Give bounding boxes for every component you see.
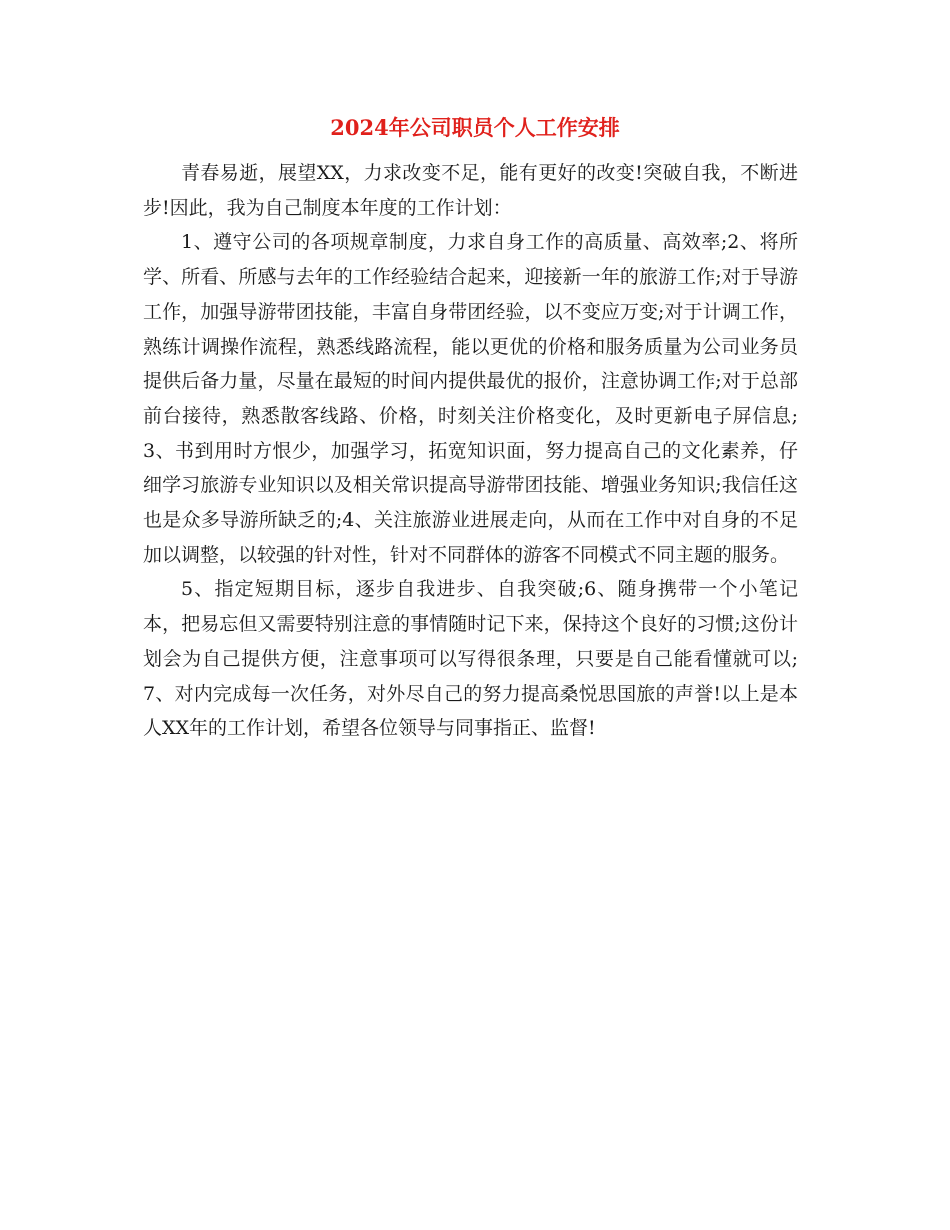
paragraph-plan-part-2: 5、指定短期目标，逐步自我进步、自我突破;6、随身携带一个小笔记本，把易忘但又需要特别注意的事情随时记下来，保持这个良好的习惯;这份计划会为自己提供方便，注意事项可以写得很条理，只要是自己能看懂就可以;7、对内完成每一次任务，对外尽自己的努力提高桑悦思国旅的声誉!以上是本人XX年的工作计划，希望各位领导与同事指正、监督! [143,578,798,740]
document-body [143,156,798,746]
paragraph-intro: 青春易逝，展望XX，力求改变不足，能有更好的改变!突破自我，不断进步!因此，我为自己制度本年度的工作计划： [143,162,798,219]
document-title: 2024年公司职员个人工作安排 [330,115,620,140]
paragraph-plan-part-1: 1、遵守公司的各项规章制度，力求自身工作的高质量、高效率;2、将所学、所看、所感与去年的工作经验结合起来，迎接新一年的旅游工作;对于导游工作，加强导游带团技能，丰富自身带团经验，以不变应万变;对于计调工作，熟练计调操作流程，熟悉线路流程，能以更优的价格和服务质量为公司业务员提供后备力量，尽量在最短的时间内提供最优的报价，注意协调工作;对于总部前台接待，熟悉散客线路、价格，时刻关注价格变化，及时更新电子屏信息;3、书到用时方恨少，加强学习，拓宽知识面，努力提高自己的文化素养，仔细学习旅游专业知识以及相关常识提高导游带团技能、增强业务知识;我信任这也是众多导游所缺乏的;4、关注旅游业进展走向，从而在工作中对自身的不足加以调整，以较强的针对性，针对不同群体的游客不同模式不同主题的服务。 [143,231,798,566]
